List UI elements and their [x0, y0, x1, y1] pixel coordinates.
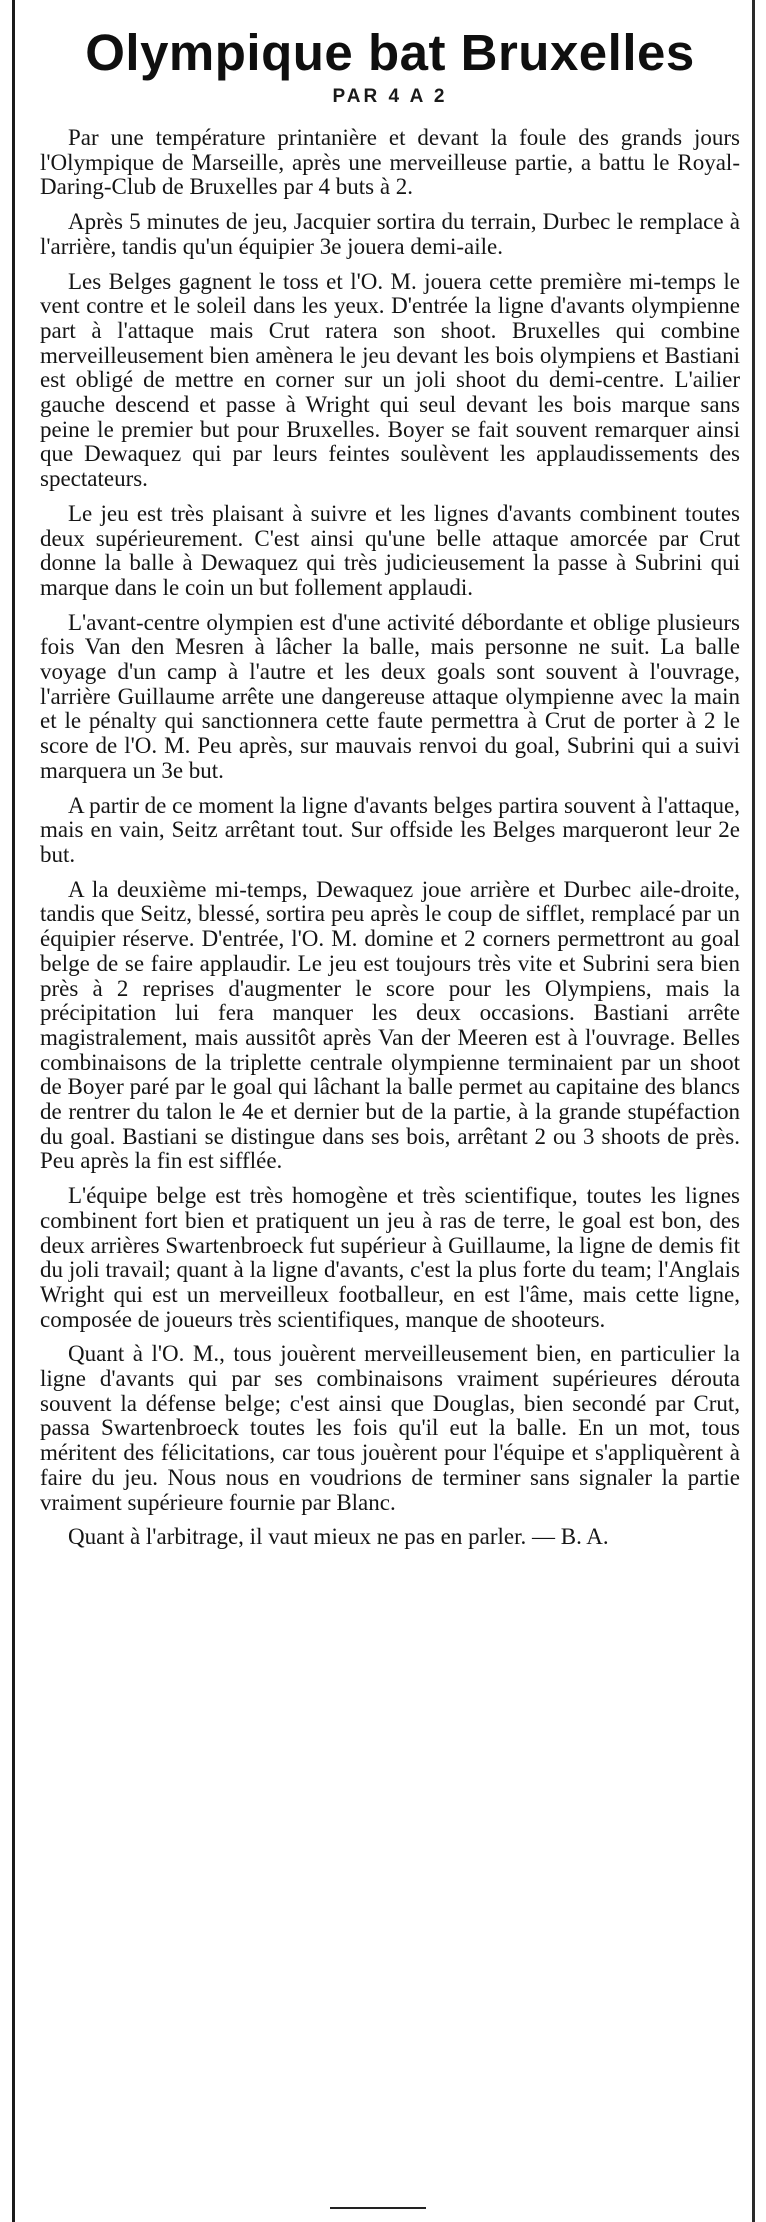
article-paragraph: Quant à l'O. M., tous jouèrent merveilleusement bien, en particulier la ligne d'avants qui par ses combinaisons vraiment supérieures dérouta souvent la défense belge; c'est ainsi que Douglas, bien secondé par Crut, passa Swartenbroeck toutes les fois qu'il eut la balle. En un mot, tous méritent des félicitations, car tous jouèrent pour l'équipe et s'appliquèrent à faire du jeu. Nous nous en voudrions de terminer sans signaler la partie vraiment supérieure fournie par Blanc. [40, 1341, 740, 1515]
article-paragraph: A partir de ce moment la ligne d'avants belges partira souvent à l'attaque, mais en vain, Seitz arrêtant tout. Sur offside les Belges marqueront leur 2e but. [40, 792, 740, 867]
article-paragraph: L'avant-centre olympien est d'une activité débordante et oblige plusieurs fois Van den Mesren à lâcher la balle, mais personne ne suit. La balle voyage d'un camp à l'autre et les deux goals sont souvent à l'ouvrage, l'arrière Guillaume arrête une dangereuse attaque olympienne avec la main et le pénalty qui sanctionnera cette faute permettra à Crut de porter à 2 le score de l'O. M. Peu après, sur mauvais renvoi du goal, Subrini qui a suivi marquera un 3e but. [40, 609, 740, 783]
article-body [40, 126, 740, 1550]
article-paragraph: Par une température printanière et devant la foule des grands jours l'Olympique de Marseille, après une merveilleuse partie, a battu le Royal-Daring-Club de Bruxelles par 4 buts à 2. [40, 125, 740, 200]
article-headline: Olympique bat Bruxelles [85, 24, 695, 81]
end-of-article-rule [330, 2207, 426, 2209]
column-rule-left [12, 0, 15, 2222]
article-paragraph: A la deuxième mi-temps, Dewaquez joue arrière et Durbec aile-droite, tandis que Seitz, blessé, sortira peu après le coup de sifflet, remplacé par un équipier réserve. D'entrée, l'O. M. domine et 2 corners permettront au goal belge de se faire applaudir. Le jeu est toujours très vite et Subrini sera bien près à 2 reprises d'augmenter le score pour les Olympiens, mais la précipitation lui fera manquer les deux occasions. Bastiani arrête magistralement, mais aussitôt après Van der Meeren est à l'ouvrage. Belles combinaisons de la triplette centrale olympienne terminaient par un shoot de Boyer paré par le goal qui lâchant la balle permet au capitaine des blancs de rentrer du talon le 4e et dernier but de la partie, à la grande stupéfaction du goal. Bastiani se distingue dans ses bois, arrêtant 2 ou 3 shoots de près. Peu après la fin est sifflée. [40, 876, 740, 1174]
article-paragraph: Quant à l'arbitrage, il vaut mieux ne pas en parler. — B. A. [68, 1524, 609, 1550]
article-paragraph: L'équipe belge est très homogène et très scientifique, toutes les lignes combinent fort bien et pratiquent un jeu à ras de terre, le goal est bon, des deux arrières Swartenbroeck fut supérieur à Guillaume, la ligne de demis fit du joli travail; quant à la ligne d'avants, c'est la plus forte du team; l'Anglais Wright qui est un merveilleux footballeur, en est l'âme, mais cette ligne, composée de joueurs très scientifiques, manque de shooteurs. [40, 1183, 740, 1332]
article-subheadline: PAR 4 A 2 [332, 86, 448, 107]
article-paragraph: Après 5 minutes de jeu, Jacquier sortira du terrain, Durbec le remplace à l'arrière, tandis qu'un équipier 3e jouera demi-aile. [40, 209, 740, 259]
article-paragraph: Les Belges gagnent le toss et l'O. M. jouera cette première mi-temps le vent contre et le soleil dans les yeux. D'entrée la ligne d'avants olympienne part à l'attaque mais Crut ratera son shoot. Bruxelles qui combine merveilleusement bien amènera le jeu devant les bois olympiens et Bastiani est obligé de mettre en corner sur un joli shoot du demi-centre. L'ailier gauche descend et passe à Wright qui seul devant les bois marque sans peine le premier but pour Bruxelles. Boyer se fait souvent remarquer ainsi que Dewaquez qui par leurs feintes soulèvent les applaudissements des spectateurs. [40, 268, 740, 492]
column-rule-right [752, 0, 755, 2222]
article-column [40, 0, 740, 1560]
article-paragraph: Le jeu est très plaisant à suivre et les lignes d'avants combinent toutes deux supérieurement. C'est ainsi qu'une belle attaque amorcée par Crut donne la balle à Dewaquez qui très judicieusement la passe à Subrini qui marque dans le coin un but follement applaudi. [40, 500, 740, 600]
